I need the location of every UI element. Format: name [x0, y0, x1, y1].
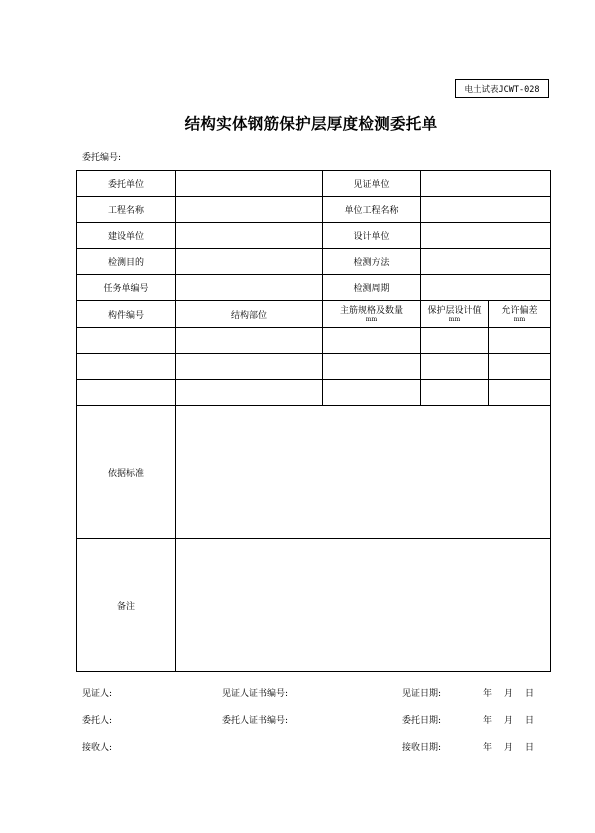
witness-month-label: 月 [504, 689, 514, 699]
footer-receiver-row [82, 740, 552, 752]
tolerance-cell[interactable] [489, 380, 551, 406]
design-cover-header [421, 301, 489, 328]
client-cert-label: 委托人证书编号: [222, 716, 289, 726]
witness-label: 见证人: [82, 689, 113, 699]
test-method-label: 检测方法 [323, 249, 421, 275]
receive-month-label: 月 [504, 743, 514, 753]
design-cover-cell[interactable] [421, 328, 489, 354]
design-cover-header-text: 保护层设计值 [427, 305, 482, 316]
client-no-label: 委托编号: [82, 153, 122, 163]
location-cell[interactable] [176, 380, 323, 406]
remarks-row [77, 539, 551, 672]
member-no-header: 构件编号 [77, 301, 176, 328]
witness-cert-label: 见证人证书编号: [222, 689, 289, 699]
location-header: 结构部位 [176, 301, 323, 328]
table-row [77, 354, 551, 380]
rebar-spec-cell[interactable] [323, 354, 421, 380]
unit-project-name-field[interactable] [421, 197, 551, 223]
unit-project-name-label: 单位工程名称 [323, 197, 421, 223]
receive-year-label: 年 [483, 743, 493, 753]
client-month-label: 月 [504, 716, 514, 726]
table-row [77, 380, 551, 406]
location-cell[interactable] [176, 328, 323, 354]
page-title: 结构实体钢筋保护层厚度检测委托单 [184, 115, 438, 133]
client-day-label: 日 [525, 716, 535, 726]
test-period-label: 检测周期 [323, 275, 421, 301]
design-cover-cell[interactable] [421, 354, 489, 380]
tolerance-header-text: 允许偏差 [501, 305, 538, 316]
basis-row [77, 406, 551, 539]
form-code: 电土试表JCWT-028 [455, 79, 549, 98]
info-row [77, 223, 551, 249]
remarks-label: 备注 [77, 539, 176, 672]
commission-form-table [76, 170, 551, 672]
basis-label: 依据标准 [77, 406, 176, 539]
project-name-field[interactable] [176, 197, 323, 223]
tolerance-header [489, 301, 551, 328]
receiver-label: 接收人: [82, 743, 113, 753]
client-unit-label: 委托单位 [77, 171, 176, 197]
witness-date-label: 见证日期: [402, 689, 442, 699]
info-row [77, 171, 551, 197]
rebar-spec-header-text: 主筋规格及数量 [339, 305, 403, 316]
member-no-cell[interactable] [77, 380, 176, 406]
client-year-label: 年 [483, 716, 493, 726]
table-row [77, 328, 551, 354]
tolerance-unit: mm [513, 315, 526, 323]
witness-unit-field[interactable] [421, 171, 551, 197]
rebar-spec-cell[interactable] [323, 380, 421, 406]
basis-field[interactable] [176, 406, 551, 539]
receive-day-label: 日 [525, 743, 535, 753]
tolerance-cell[interactable] [489, 354, 551, 380]
test-period-field[interactable] [421, 275, 551, 301]
info-row [77, 249, 551, 275]
client-unit-field[interactable] [176, 171, 323, 197]
member-no-cell[interactable] [77, 328, 176, 354]
design-unit-field[interactable] [421, 223, 551, 249]
test-purpose-field[interactable] [176, 249, 323, 275]
design-cover-cell[interactable] [421, 380, 489, 406]
client-label: 委托人: [82, 716, 113, 726]
test-method-field[interactable] [421, 249, 551, 275]
design-cover-unit: mm [448, 315, 461, 323]
witness-unit-label: 见证单位 [323, 171, 421, 197]
task-no-label: 任务单编号 [77, 275, 176, 301]
rebar-spec-unit: mm [365, 315, 378, 323]
footer-witness-row [82, 686, 552, 698]
construction-unit-label: 建设单位 [77, 223, 176, 249]
info-row [77, 197, 551, 223]
task-no-field[interactable] [176, 275, 323, 301]
location-cell[interactable] [176, 354, 323, 380]
footer-client-row [82, 713, 552, 725]
design-unit-label: 设计单位 [323, 223, 421, 249]
client-date-label: 委托日期: [402, 716, 442, 726]
construction-unit-field[interactable] [176, 223, 323, 249]
remarks-field[interactable] [176, 539, 551, 672]
rebar-spec-cell[interactable] [323, 328, 421, 354]
column-header-row [77, 301, 551, 328]
info-row [77, 275, 551, 301]
receive-date-label: 接收日期: [402, 743, 442, 753]
witness-year-label: 年 [483, 689, 493, 699]
witness-day-label: 日 [525, 689, 535, 699]
rebar-spec-header [323, 301, 421, 328]
member-no-cell[interactable] [77, 354, 176, 380]
tolerance-cell[interactable] [489, 328, 551, 354]
project-name-label: 工程名称 [77, 197, 176, 223]
test-purpose-label: 检测目的 [77, 249, 176, 275]
